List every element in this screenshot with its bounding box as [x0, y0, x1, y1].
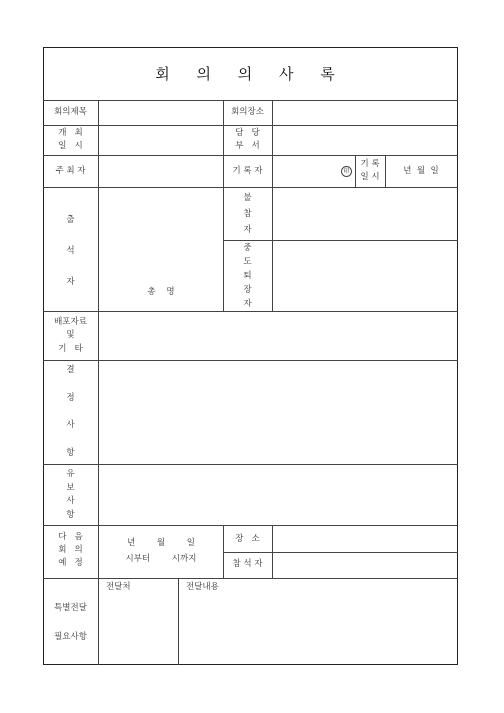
next-meeting-date[interactable]: 년 월 일 — [127, 538, 195, 548]
content-field[interactable] — [180, 594, 457, 664]
attendees-label — [43, 215, 98, 287]
pending-char: 유 — [66, 469, 75, 479]
dept-field[interactable] — [274, 126, 457, 154]
next-meeting-time[interactable]: 시부터 시까지 — [125, 554, 197, 564]
special-label-line1: 특별전달 — [54, 603, 87, 613]
seal-icon: 印 — [341, 166, 352, 177]
host-label: 주 최 자 — [55, 166, 86, 176]
recorder-field[interactable] — [274, 156, 344, 186]
record-date-value[interactable]: 년 월 일 — [403, 166, 439, 176]
form-title: 회 의 의 사 록 — [155, 65, 346, 83]
absent-char: 참 — [243, 208, 252, 219]
dept-label-line1: 담 당 — [235, 128, 260, 138]
content-label: 전달내용 — [186, 582, 219, 592]
divider — [272, 100, 273, 311]
pending-char: 사 — [66, 496, 75, 507]
decisions-char: 정 — [66, 392, 75, 403]
participants-field[interactable] — [274, 553, 457, 577]
attendees-char: 출 — [66, 215, 75, 225]
divider — [272, 525, 273, 578]
datetime-field[interactable] — [100, 126, 222, 154]
left-early-char: 중 — [243, 243, 252, 253]
recorder-label: 기 록 자 — [232, 166, 263, 176]
absent-char: 불 — [243, 193, 252, 203]
left-early-char: 퇴 — [243, 270, 252, 281]
absent-field[interactable] — [274, 188, 457, 239]
attendees-char: 석 — [66, 245, 75, 256]
left-early-field[interactable] — [274, 241, 457, 310]
record-date-label-line2: 일 시 — [360, 172, 380, 182]
next-meeting-label-line3: 예 정 — [58, 558, 83, 568]
host-field[interactable] — [100, 156, 222, 186]
materials-label-line3: 기 타 — [58, 344, 83, 354]
decisions-field[interactable] — [100, 361, 457, 463]
meeting-title-label: 회의제목 — [54, 107, 87, 117]
absent-char: 자 — [243, 224, 252, 235]
decisions-char: 사 — [66, 420, 75, 431]
decisions-char: 항 — [66, 447, 75, 458]
meeting-place-field[interactable] — [274, 101, 457, 124]
divider — [178, 578, 179, 665]
dept-label-line2: 부 서 — [235, 141, 260, 151]
recipient-field[interactable] — [100, 594, 177, 664]
absent-label — [223, 193, 272, 235]
record-date-label-line1: 기 록 — [360, 159, 380, 169]
total-count-label: 총 명 — [147, 287, 175, 297]
participants-label: 참 석 자 — [232, 559, 263, 569]
left-early-char: 도 — [243, 256, 252, 267]
materials-field[interactable] — [100, 312, 457, 359]
attendees-char: 자 — [66, 276, 75, 287]
special-label-line2: 필요사항 — [54, 632, 87, 642]
left-early-label — [223, 243, 272, 309]
materials-label-line1: 배포자료 — [54, 317, 87, 327]
divider — [43, 578, 458, 579]
meeting-title-field[interactable] — [100, 101, 222, 124]
decisions-char: 결 — [66, 365, 75, 375]
meeting-place-label: 회의장소 — [231, 107, 264, 117]
datetime-label-line1: 개 최 — [58, 128, 83, 138]
decisions-label — [43, 365, 98, 458]
recipient-label: 전달처 — [106, 582, 131, 592]
left-early-char: 장 — [243, 284, 252, 295]
next-meeting-label-line2: 회 의 — [58, 545, 83, 555]
divider — [223, 525, 224, 578]
pending-label — [43, 469, 98, 520]
place-label: 장 소 — [235, 534, 260, 544]
datetime-label-line2: 일 시 — [58, 141, 83, 151]
divider — [98, 100, 99, 665]
pending-char: 항 — [66, 509, 75, 520]
next-place-field[interactable] — [274, 526, 457, 551]
pending-char: 보 — [66, 482, 75, 493]
left-early-char: 자 — [243, 298, 252, 309]
next-meeting-label-line1: 다 음 — [58, 532, 83, 542]
pending-field[interactable] — [100, 465, 457, 524]
materials-label-line2: 및 — [66, 330, 75, 340]
